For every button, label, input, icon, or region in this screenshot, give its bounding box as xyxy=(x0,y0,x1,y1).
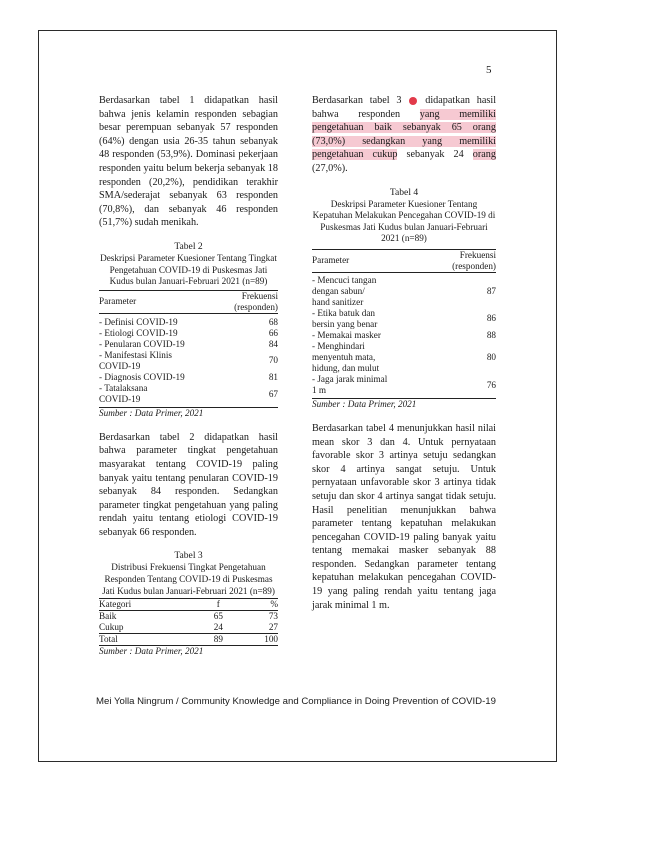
table3-cell-category: Cukup xyxy=(99,622,124,633)
table2-cell-freq: 81 xyxy=(268,371,278,382)
table-row xyxy=(99,372,278,383)
highlighted-text[interactable]: yang memiliki pengetahuan baik sebanyak 65 orang (73,0%) sedangkan yang memiliki pengetahuan cukup xyxy=(312,108,496,161)
table4-cell-param: - Mencuci tangan dengan sabun/ hand sanitizer xyxy=(312,274,377,307)
table2-caption: Deskripsi Parameter Kuesioner Tentang Tingkat Pengetahuan COVID-19 di Puskesmas Jati Kudus bulan Januari-Februari 2021 (n=89) xyxy=(100,252,277,287)
table2 xyxy=(99,290,278,408)
para-text: sebanyak 24 xyxy=(406,149,464,161)
table4-caption: Deskripsi Parameter Kuesioner Tentang Kepatuhan Melakukan Pencegahan COVID-19 di Puskesmas Jati Kudus bulan Januari-Februari 2021 (n=89) xyxy=(312,198,496,244)
table2-cell-freq: 84 xyxy=(268,338,278,349)
table2-cell-param: - Definisi COVID-19 xyxy=(99,316,178,327)
paragraph-table3-result xyxy=(312,94,496,176)
table-row xyxy=(99,350,278,372)
left-column xyxy=(99,94,278,657)
table4 xyxy=(312,249,496,399)
running-footer: Mei Yolla Ningrum / Community Knowledge and Compliance in Doing Prevention of COVID-19 xyxy=(96,696,496,707)
table2-cell-freq: 68 xyxy=(268,316,278,327)
table4-cell-freq: 76 xyxy=(486,380,496,391)
table2-source: Sumber : Data Primer, 2021 xyxy=(99,407,204,418)
table4-source: Sumber : Data Primer, 2021 xyxy=(312,398,417,409)
para-text: Berdasarkan tabel 3 xyxy=(312,95,402,106)
table4-header-frequency: Frekuensi (responden) xyxy=(452,249,496,271)
table3-cell-f: 24 xyxy=(213,622,223,633)
table3-header-percent: % xyxy=(270,599,278,610)
table3-cell-f: 65 xyxy=(213,611,223,622)
table2-cell-param: - Manifestasi Klinis COVID-19 xyxy=(99,349,172,371)
table2-cell-freq: 70 xyxy=(268,355,278,366)
table4-label: Tabel 4 xyxy=(389,186,419,198)
table-row xyxy=(99,339,278,350)
table3 xyxy=(99,598,278,646)
table-row xyxy=(99,611,278,623)
table3-cell-category: Baik xyxy=(99,611,117,622)
table2-cell-freq: 67 xyxy=(268,389,278,400)
table3-cell-category: Total xyxy=(99,634,118,645)
table3-cell-percent: 73 xyxy=(268,611,278,622)
paragraph-table2-result: Berdasarkan tabel 2 didapatkan hasil bahwa parameter tingkat pengetahuan masyarakat tentang COVID-19 paling banyak yaitu tentang penularan COVID-19 sebanyak 84 responden. Sedangkan parameter tingkat pengetahuan yang paling rendah yaitu tentang etiologi COVID-19 sebanyak 66 responden. xyxy=(99,431,278,538)
table-row xyxy=(312,341,496,374)
table2-cell-param: - Penularan COVID-19 xyxy=(99,338,185,349)
table-row xyxy=(312,308,496,330)
table4-cell-freq: 80 xyxy=(486,351,496,362)
table-row xyxy=(99,383,278,408)
table4-cell-param: - Etika batuk dan bersin yang benar xyxy=(312,307,378,329)
table-row xyxy=(99,317,278,328)
paragraph-table1-result: Berdasarkan tabel 1 didapatkan hasil bahwa jenis kelamin responden sebagian besar perempuan sebanyak 57 responden (64%) dengan usia 26-35 tahun sebanyak 48 responden (53,9%). Dominasi pekerjaan responden yaitu belum bekerja sebanyak 18 responden (20,2%), pendidikan terakhir SMA/sederajat sebanyak 63 responden (70,8%), dan sebanyak 46 responden (51,7%) sudah menikah. xyxy=(99,95,278,229)
table-row xyxy=(312,275,496,308)
table2-header-frequency: Frekuensi (responden) xyxy=(234,290,278,312)
table2-cell-param: - Etiologi COVID-19 xyxy=(99,327,178,338)
table4-cell-freq: 87 xyxy=(486,285,496,296)
table-row xyxy=(99,328,278,339)
table2-label: Tabel 2 xyxy=(174,240,203,252)
page-number: 5 xyxy=(486,64,492,76)
paragraph-table4-result: Berdasarkan tabel 4 menunjukkan hasil nilai mean skor 3 dan 4. Untuk pernyataan favorable skor 3 artinya setuju sedangkan skor 4 artinya sangat setuju. Untuk pernyataan unfavorable skor 3 artinya tidak setuju dan skor 4 artinya sangat tidak setuju. Hasil penelitian menunjukkan bahwa parameter tentang kepatuhan melakukan pencegahan COVID-19 paling banyak yaitu tentang memakai masker sebanyak 88 responden. Sedangkan parameter tentang kepatuhan melakukan pencegahan COVID-19 yang paling rendah yaitu tentang jaga jarak minimal 1 m. xyxy=(312,422,496,611)
table-row xyxy=(99,634,278,646)
table4-cell-freq: 88 xyxy=(486,329,496,340)
table4-cell-param: - Menghindari menyentuh mata, hidung, dan mulut xyxy=(312,340,380,373)
table3-header-f: f xyxy=(216,599,220,610)
para-text: (27,0%). xyxy=(312,162,348,174)
table3-cell-f: 89 xyxy=(213,634,223,645)
table2-cell-param: - Diagnosis COVID-19 xyxy=(99,371,185,382)
highlighted-text[interactable]: orang xyxy=(472,149,496,161)
table3-cell-percent: 27 xyxy=(268,622,278,633)
table4-cell-param: - Jaga jarak minimal 1 m xyxy=(312,373,388,395)
table4-cell-freq: 86 xyxy=(486,313,496,324)
table3-source: Sumber : Data Primer, 2021 xyxy=(99,646,204,657)
table2-cell-freq: 66 xyxy=(268,327,278,338)
table2-cell-param: - Tatalaksana COVID-19 xyxy=(99,382,148,404)
table-row xyxy=(312,374,496,399)
table4-header-parameter: Parameter xyxy=(312,255,350,266)
table-row xyxy=(312,330,496,341)
table3-caption: Distribusi Frekuensi Tingkat Pengetahuan Responden Tentang COVID-19 di Puskesmas Jati Kudus bulan Januari-Februari 2021 (n=89) xyxy=(102,562,275,596)
table4-cell-param: - Memakai masker xyxy=(312,329,381,340)
table-row xyxy=(99,622,278,634)
table2-header-parameter: Parameter xyxy=(99,296,137,307)
table3-header-category: Kategori xyxy=(99,599,132,610)
annotation-marker-icon[interactable] xyxy=(409,97,417,105)
table3-cell-percent: 100 xyxy=(264,634,278,645)
right-column xyxy=(312,94,496,612)
para-text: didapatkan hasil bahwa responden xyxy=(312,95,497,120)
table3-label: Tabel 3 xyxy=(174,550,203,562)
